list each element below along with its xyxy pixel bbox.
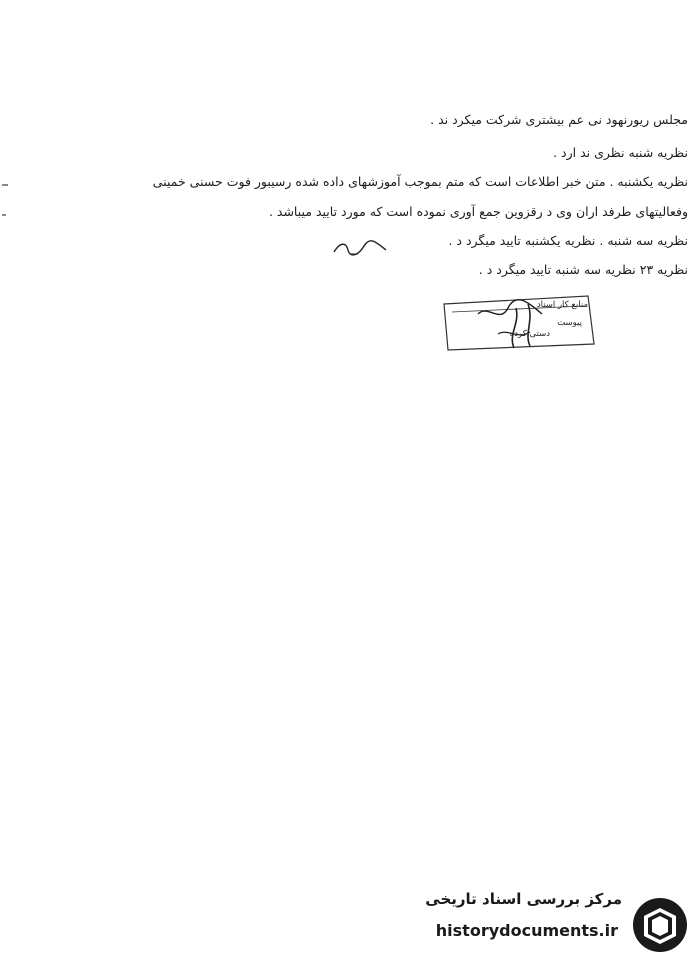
document-line-5: نظریه سه شنبه . نظریه یکشنبه تایید میگرد د . (448, 233, 688, 248)
document-line-2: نظریه شنبه نظری ند ارد . (553, 145, 688, 160)
margin-mark (2, 184, 8, 186)
stamp-text-3: دستی کرده (509, 329, 550, 339)
stamp-text-2: پیوست (557, 318, 582, 328)
document-line-3: نظریه یکشنبه . متن خبر اطلاعات است که متم بموجب آموزشهای داده شده رسیبور فوت حسنی خمینی (152, 174, 688, 189)
watermark-title: مرکز بررسی اسناد تاریخی (425, 890, 622, 908)
handwritten-signature (330, 238, 390, 260)
document-line-4: وفعالیتهای طرفد اران وی د رقزوین جمع آوری نموده است که مورد تایید میباشد . (268, 204, 688, 219)
archive-logo-icon (630, 896, 690, 954)
stamp-text-1: منابع کار اسناد (536, 300, 588, 310)
document-line-6: نظریه ۲۳ نظریه سه شنبه تایید میگرد د . (478, 262, 688, 277)
watermark-url: historydocuments.ir (435, 921, 618, 940)
document-line-1: مجلس ریورنهود نی عم بیشتری شرکت میکرد ند . (430, 112, 688, 127)
margin-mark (2, 214, 6, 216)
